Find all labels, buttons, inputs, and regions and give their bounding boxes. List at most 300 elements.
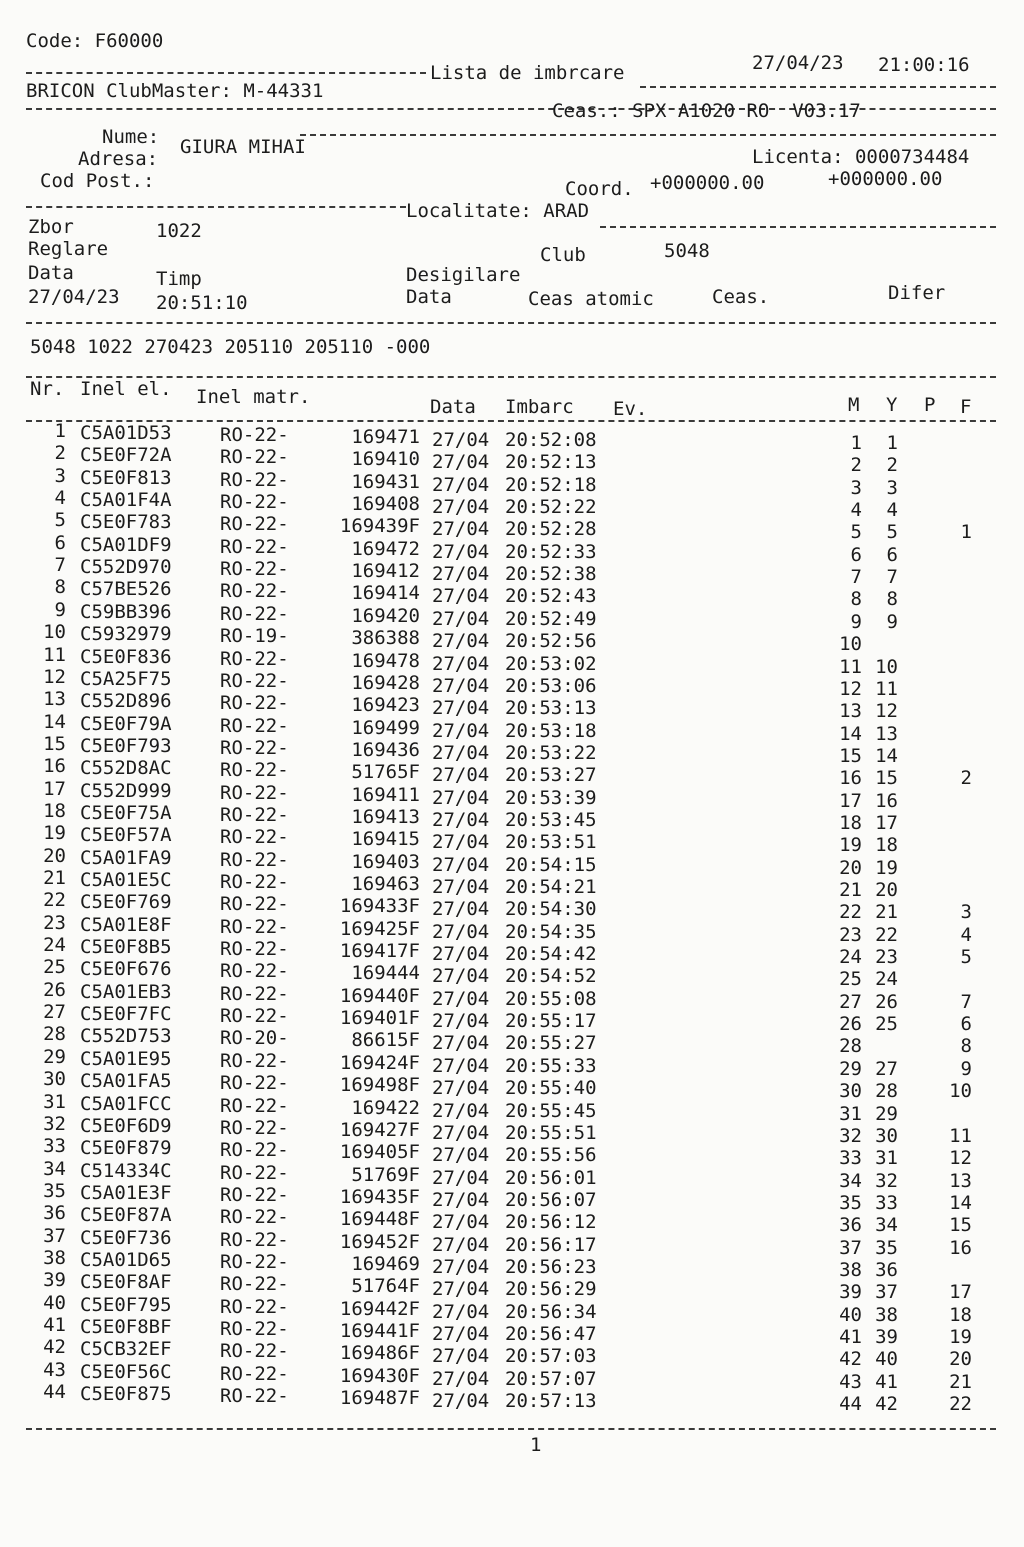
row-y: 33 (875, 1191, 898, 1214)
row-inel-number: 169420 (351, 604, 420, 627)
row-date: 27/04 (432, 518, 490, 541)
row-y: 17 (875, 811, 898, 834)
row-nr: 6 (54, 531, 66, 554)
row-y: 23 (875, 946, 898, 969)
row-boarding-time: 20:52:28 (505, 518, 597, 541)
row-inel-number: 169436 (351, 738, 420, 761)
row-boarding-time: 20:52:49 (505, 607, 597, 630)
row-y: 19 (875, 856, 898, 879)
row-inel-prefix: RO-22- (220, 1228, 289, 1251)
row-f: 22 (949, 1393, 972, 1416)
row-inel-el: C59BB396 (80, 600, 172, 623)
row-m: 33 (839, 1147, 862, 1170)
row-m: 42 (839, 1348, 862, 1371)
row-inel-number: 386388 (351, 627, 420, 650)
row-y: 37 (875, 1281, 898, 1304)
row-f: 20 (949, 1348, 972, 1371)
row-boarding-time: 20:52:08 (505, 429, 597, 451)
row-inel-el: C5E0F75A (80, 801, 172, 824)
row-f: 17 (949, 1281, 972, 1304)
row-date: 27/04 (432, 652, 490, 675)
row-boarding-time: 20:52:38 (505, 563, 597, 586)
row-inel-el: C57BE526 (80, 578, 172, 601)
row-nr: 31 (43, 1090, 66, 1113)
row-date: 27/04 (432, 853, 490, 876)
row-nr: 16 (43, 755, 66, 778)
row-boarding-time: 20:56:47 (505, 1323, 597, 1345)
row-inel-prefix: RO-22- (220, 1005, 289, 1028)
row-boarding-time: 20:54:21 (505, 876, 597, 898)
row-inel-el: C5A01D53 (80, 422, 172, 444)
row-nr: 21 (43, 867, 66, 889)
row-inel-prefix: RO-19- (220, 625, 289, 648)
col-nr: Nr. (30, 378, 65, 400)
page-number: 1 (530, 1434, 542, 1456)
row-inel-number: 169422 (351, 1096, 420, 1119)
row-inel-el: C552D8AC (80, 757, 172, 780)
row-nr: 30 (43, 1068, 66, 1091)
row-y: 27 (875, 1057, 898, 1080)
row-y: 26 (875, 990, 898, 1013)
row-boarding-time: 20:54:15 (505, 853, 597, 876)
row-inel-number: 169412 (351, 560, 420, 583)
row-boarding-time: 20:56:17 (505, 1233, 597, 1256)
row-boarding-time: 20:55:40 (505, 1077, 597, 1100)
row-inel-el: C5E0F72A (80, 444, 172, 467)
row-m: 40 (839, 1303, 862, 1326)
row-nr: 44 (43, 1381, 66, 1404)
row-inel-prefix: RO-22- (220, 1318, 289, 1340)
row-boarding-time: 20:55:17 (505, 1010, 597, 1033)
row-inel-number: 169435F (339, 1185, 420, 1208)
row-y: 30 (875, 1124, 898, 1147)
row-nr: 8 (54, 576, 66, 599)
coord-y: +000000.00 (828, 168, 943, 190)
row-inel-number: 169427F (339, 1118, 420, 1141)
row-nr: 25 (43, 956, 66, 979)
row-inel-el: C5E0F813 (80, 466, 172, 489)
row-inel-prefix: RO-22- (220, 1206, 289, 1229)
row-boarding-time: 20:53:39 (505, 786, 597, 809)
row-y: 4 (886, 499, 898, 522)
row-boarding-time: 20:52:18 (505, 473, 597, 496)
row-inel-el: C5E0F8BF (80, 1316, 172, 1338)
row-date: 27/04 (432, 1010, 490, 1033)
row-m: 19 (839, 834, 862, 857)
address-label: Adresa: (78, 148, 159, 170)
row-inel-number: 169471 (351, 426, 420, 448)
row-y: 18 (875, 834, 898, 857)
row-inel-el: C552D753 (80, 1025, 172, 1048)
row-inel-number: 169440F (339, 984, 420, 1007)
row-m: 7 (850, 566, 862, 589)
row-f: 12 (949, 1147, 972, 1170)
row-y: 36 (875, 1258, 898, 1281)
clock-label: Ceas. (712, 286, 770, 308)
row-inel-el: C5E0F793 (80, 734, 172, 757)
row-inel-prefix: RO-22- (220, 1385, 289, 1408)
row-date: 27/04 (432, 1255, 490, 1278)
row-y: 42 (875, 1393, 898, 1416)
divider (26, 206, 406, 208)
row-y: 10 (875, 655, 898, 678)
row-inel-prefix: RO-22- (220, 1362, 289, 1385)
divider (640, 86, 996, 88)
row-inel-prefix: RO-22- (220, 1094, 289, 1117)
row-inel-prefix: RO-22- (220, 446, 289, 469)
row-inel-number: 51764F (351, 1275, 420, 1298)
row-nr: 23 (43, 911, 66, 934)
unsealing-label: Desigilare (406, 264, 521, 286)
row-inel-number: 169431 (351, 470, 420, 493)
row-date: 27/04 (432, 1099, 490, 1122)
row-date: 27/04 (432, 1367, 490, 1390)
row-inel-prefix: RO-20- (220, 1027, 289, 1050)
row-date: 27/04 (432, 1144, 490, 1167)
club-number: 5048 (664, 240, 710, 262)
divider (600, 226, 996, 228)
row-nr: 43 (43, 1358, 66, 1381)
row-inel-el: C5E0F56C (80, 1360, 172, 1383)
row-inel-el: C5E0F736 (80, 1226, 172, 1249)
row-f: 15 (949, 1214, 972, 1237)
row-inel-prefix: RO-22- (220, 736, 289, 759)
row-m: 38 (839, 1258, 862, 1281)
row-inel-el: C5E0F7FC (80, 1003, 172, 1026)
row-inel-el: C5E0F879 (80, 1137, 172, 1160)
row-m: 36 (839, 1214, 862, 1237)
row-boarding-time: 20:57:13 (505, 1390, 597, 1413)
divider (26, 322, 996, 324)
row-date: 27/04 (432, 429, 490, 451)
table-row (0, 554, 1024, 589)
owner-name: GIURA MIHAI (180, 136, 306, 158)
row-inel-prefix: RO-22- (220, 580, 289, 603)
row-nr: 28 (43, 1023, 66, 1046)
document-title: Lista de imbrcare (430, 62, 625, 84)
row-m: 37 (839, 1236, 862, 1259)
row-y: 25 (875, 1013, 898, 1036)
table-row (0, 420, 1024, 454)
row-m: 20 (839, 856, 862, 879)
row-date: 27/04 (432, 1077, 490, 1100)
unsealing-date-label: Data (406, 286, 452, 308)
row-boarding-time: 20:55:56 (505, 1144, 597, 1167)
flight-number: 1022 (156, 220, 202, 242)
row-inel-number: 169463 (351, 873, 420, 895)
row-y: 22 (875, 923, 898, 946)
row-nr: 20 (43, 844, 66, 867)
row-inel-number: 169442F (339, 1297, 420, 1320)
row-date: 27/04 (432, 1166, 490, 1189)
row-m: 25 (839, 968, 862, 991)
row-nr: 19 (43, 822, 66, 845)
row-inel-prefix: RO-22- (220, 692, 289, 715)
row-m: 1 (850, 432, 862, 454)
row-inel-number: 51765F (351, 761, 420, 784)
row-inel-number: 169448F (339, 1208, 420, 1231)
row-nr: 29 (43, 1045, 66, 1068)
row-date: 27/04 (432, 473, 490, 496)
row-inel-prefix: RO-22- (220, 893, 289, 916)
row-nr: 40 (43, 1291, 66, 1314)
row-inel-el: C5E0F836 (80, 645, 172, 668)
row-m: 35 (839, 1191, 862, 1214)
row-inel-number: 169439F (339, 515, 420, 538)
row-inel-number: 169478 (351, 649, 420, 672)
row-date: 27/04 (432, 1233, 490, 1256)
row-inel-number: 169415 (351, 828, 420, 851)
row-m: 2 (850, 454, 862, 477)
row-inel-prefix: RO-22- (220, 1295, 289, 1318)
row-date: 27/04 (432, 764, 490, 787)
row-f: 5 (960, 946, 972, 969)
row-nr: 7 (54, 554, 66, 577)
row-nr: 17 (43, 777, 66, 800)
row-boarding-time: 20:56:23 (505, 1255, 597, 1278)
row-y: 7 (886, 566, 898, 589)
row-f: 16 (949, 1236, 972, 1259)
row-boarding-time: 20:53:13 (505, 697, 597, 720)
row-boarding-time: 20:55:51 (505, 1121, 597, 1144)
row-boarding-time: 20:57:07 (505, 1367, 597, 1390)
row-y: 15 (875, 767, 898, 790)
row-nr: 42 (43, 1336, 66, 1359)
row-inel-prefix: RO-22- (220, 602, 289, 625)
row-inel-prefix: RO-22- (220, 826, 289, 849)
row-boarding-time: 20:53:27 (505, 764, 597, 787)
row-nr: 14 (43, 710, 66, 733)
row-f: 14 (949, 1191, 972, 1214)
row-inel-el: C5E0F769 (80, 891, 172, 914)
row-m: 9 (850, 610, 862, 633)
row-date: 27/04 (432, 1390, 490, 1413)
col-m: M (848, 394, 860, 416)
row-f: 2 (960, 767, 972, 790)
row-inel-number: 169472 (351, 537, 420, 560)
row-inel-prefix: RO-22- (220, 1273, 289, 1296)
row-inel-number: 169405F (339, 1141, 420, 1164)
row-inel-prefix: RO-22- (220, 669, 289, 692)
setting-date-label: Data (28, 262, 74, 284)
row-nr: 27 (43, 1001, 66, 1024)
col-data: Data (430, 396, 476, 418)
row-date: 27/04 (432, 1278, 490, 1301)
row-m: 15 (839, 744, 862, 767)
row-nr: 1 (54, 420, 66, 442)
row-date: 27/04 (432, 607, 490, 630)
row-inel-el: C5E0F783 (80, 511, 172, 534)
setting-date: 27/04/23 (28, 286, 120, 308)
flight-label: Zbor (28, 216, 74, 238)
row-date: 27/04 (432, 876, 490, 898)
row-m: 21 (839, 879, 862, 901)
row-boarding-time: 20:53:18 (505, 719, 597, 742)
row-inel-number: 169411 (351, 783, 420, 806)
row-inel-prefix: RO-22- (220, 1049, 289, 1072)
row-inel-number: 169486F (339, 1342, 420, 1365)
row-inel-number: 169424F (339, 1051, 420, 1074)
row-date: 27/04 (432, 563, 490, 586)
row-inel-el: C5E0F8B5 (80, 936, 172, 959)
row-inel-number: 169403 (351, 850, 420, 873)
row-m: 4 (850, 499, 862, 522)
row-inel-number: 169410 (351, 448, 420, 471)
row-inel-number: 169408 (351, 493, 420, 516)
row-inel-el: C552D896 (80, 690, 172, 713)
row-date: 27/04 (432, 540, 490, 563)
row-m: 16 (839, 767, 862, 790)
row-date: 27/04 (432, 943, 490, 966)
row-inel-number: 169423 (351, 694, 420, 717)
row-m: 3 (850, 476, 862, 499)
row-inel-prefix: RO-22- (220, 803, 289, 826)
row-date: 27/04 (432, 987, 490, 1010)
row-m: 28 (839, 1035, 862, 1058)
row-inel-number: 169498F (339, 1074, 420, 1097)
row-f: 21 (949, 1370, 972, 1393)
row-f: 11 (949, 1124, 972, 1147)
row-boarding-time: 20:53:02 (505, 652, 597, 675)
row-m: 26 (839, 1013, 862, 1036)
row-date: 27/04 (432, 1323, 490, 1345)
row-inel-number: 169430F (339, 1364, 420, 1387)
row-inel-el: C5A01FCC (80, 1092, 172, 1115)
row-nr: 11 (43, 643, 66, 666)
row-inel-el: C5E0F676 (80, 958, 172, 981)
row-inel-prefix: RO-22- (220, 938, 289, 961)
row-boarding-time: 20:55:45 (505, 1099, 597, 1122)
row-nr: 2 (54, 442, 66, 465)
row-boarding-time: 20:55:33 (505, 1054, 597, 1077)
divider (26, 1428, 996, 1430)
row-inel-el: C5E0F57A (80, 824, 172, 847)
row-inel-prefix: RO-22- (220, 915, 289, 938)
row-y: 39 (875, 1326, 898, 1348)
row-nr: 41 (43, 1314, 66, 1336)
row-inel-el: C5A01E8F (80, 913, 172, 936)
row-f: 18 (949, 1303, 972, 1326)
row-nr: 39 (43, 1269, 66, 1292)
col-y: Y (886, 394, 898, 416)
row-boarding-time: 20:53:51 (505, 831, 597, 854)
row-inel-el: C5A01DF9 (80, 533, 172, 556)
row-date: 27/04 (432, 808, 490, 831)
table-row (0, 464, 1024, 499)
row-y: 13 (875, 722, 898, 745)
row-inel-el: C5A01E95 (80, 1047, 172, 1070)
row-inel-el: C5A01EB3 (80, 980, 172, 1003)
row-boarding-time: 20:52:56 (505, 630, 597, 653)
print-date: 27/04/23 (752, 52, 844, 74)
row-inel-number: 86615F (351, 1029, 420, 1052)
row-inel-el: C5A01F4A (80, 489, 172, 512)
coord-label: Coord. (565, 178, 634, 200)
col-ev: Ev. (613, 398, 648, 420)
row-y: 16 (875, 789, 898, 812)
row-inel-number: 169425F (339, 917, 420, 940)
row-y: 1 (886, 432, 898, 454)
table-row (0, 442, 1024, 477)
row-boarding-time: 20:56:34 (505, 1300, 597, 1323)
row-date: 27/04 (432, 451, 490, 474)
row-date: 27/04 (432, 741, 490, 764)
row-inel-el: C552D999 (80, 779, 172, 802)
row-m: 17 (839, 789, 862, 812)
row-date: 27/04 (432, 1345, 490, 1368)
row-m: 41 (839, 1326, 862, 1348)
row-boarding-time: 20:57:03 (505, 1345, 597, 1368)
row-date: 27/04 (432, 920, 490, 943)
row-inel-number: 169487F (339, 1387, 420, 1410)
table-row (0, 911, 1024, 946)
row-f: 9 (960, 1057, 972, 1080)
row-date: 27/04 (432, 496, 490, 519)
row-boarding-time: 20:55:27 (505, 1032, 597, 1055)
row-y: 35 (875, 1236, 898, 1259)
setting-label: Reglare (28, 238, 109, 260)
row-inel-prefix: RO-22- (220, 491, 289, 514)
row-m: 43 (839, 1370, 862, 1393)
row-y: 34 (875, 1214, 898, 1237)
row-m: 18 (839, 811, 862, 834)
row-nr: 13 (43, 688, 66, 711)
row-m: 30 (839, 1080, 862, 1103)
row-date: 27/04 (432, 1300, 490, 1323)
row-boarding-time: 20:54:30 (505, 898, 597, 921)
row-inel-prefix: RO-22- (220, 535, 289, 558)
row-inel-el: C552D970 (80, 556, 172, 579)
row-inel-el: C5932979 (80, 623, 172, 646)
row-date: 27/04 (432, 898, 490, 921)
postal-code-label: Cod Post.: (40, 170, 155, 192)
row-y: 5 (886, 521, 898, 544)
table-row (0, 576, 1024, 611)
row-y: 28 (875, 1080, 898, 1103)
row-y: 24 (875, 968, 898, 991)
row-y: 14 (875, 744, 898, 767)
row-boarding-time: 20:54:52 (505, 965, 597, 988)
row-inel-prefix: RO-22- (220, 759, 289, 782)
row-boarding-time: 20:52:22 (505, 496, 597, 519)
row-inel-el: C5A01E3F (80, 1181, 172, 1204)
setting-code-line: 5048 1022 270423 205110 205110 -000 (30, 336, 431, 358)
row-inel-prefix: RO-22- (220, 960, 289, 983)
row-boarding-time: 20:56:12 (505, 1211, 597, 1234)
row-boarding-time: 20:56:29 (505, 1278, 597, 1301)
club-label: Club (540, 244, 586, 266)
row-date: 27/04 (432, 697, 490, 720)
row-date: 27/04 (432, 630, 490, 653)
row-inel-el: C5A01FA9 (80, 846, 172, 869)
row-inel-prefix: RO-22- (220, 1183, 289, 1206)
row-y: 21 (875, 901, 898, 924)
row-nr: 4 (54, 487, 66, 510)
row-date: 27/04 (432, 1032, 490, 1055)
atomic-clock-label: Ceas atomic (528, 288, 654, 310)
col-imbarc: Imbarc (505, 396, 574, 418)
row-f: 6 (960, 1013, 972, 1036)
row-boarding-time: 20:53:22 (505, 741, 597, 764)
row-nr: 10 (43, 621, 66, 644)
print-time: 21:00:16 (878, 54, 970, 76)
row-boarding-time: 20:53:06 (505, 674, 597, 697)
row-y: 11 (875, 677, 898, 700)
row-inel-el: C5E0F8AF (80, 1271, 172, 1294)
row-date: 27/04 (432, 1188, 490, 1211)
row-inel-el: C5A01D65 (80, 1248, 172, 1271)
row-inel-prefix: RO-22- (220, 1116, 289, 1139)
